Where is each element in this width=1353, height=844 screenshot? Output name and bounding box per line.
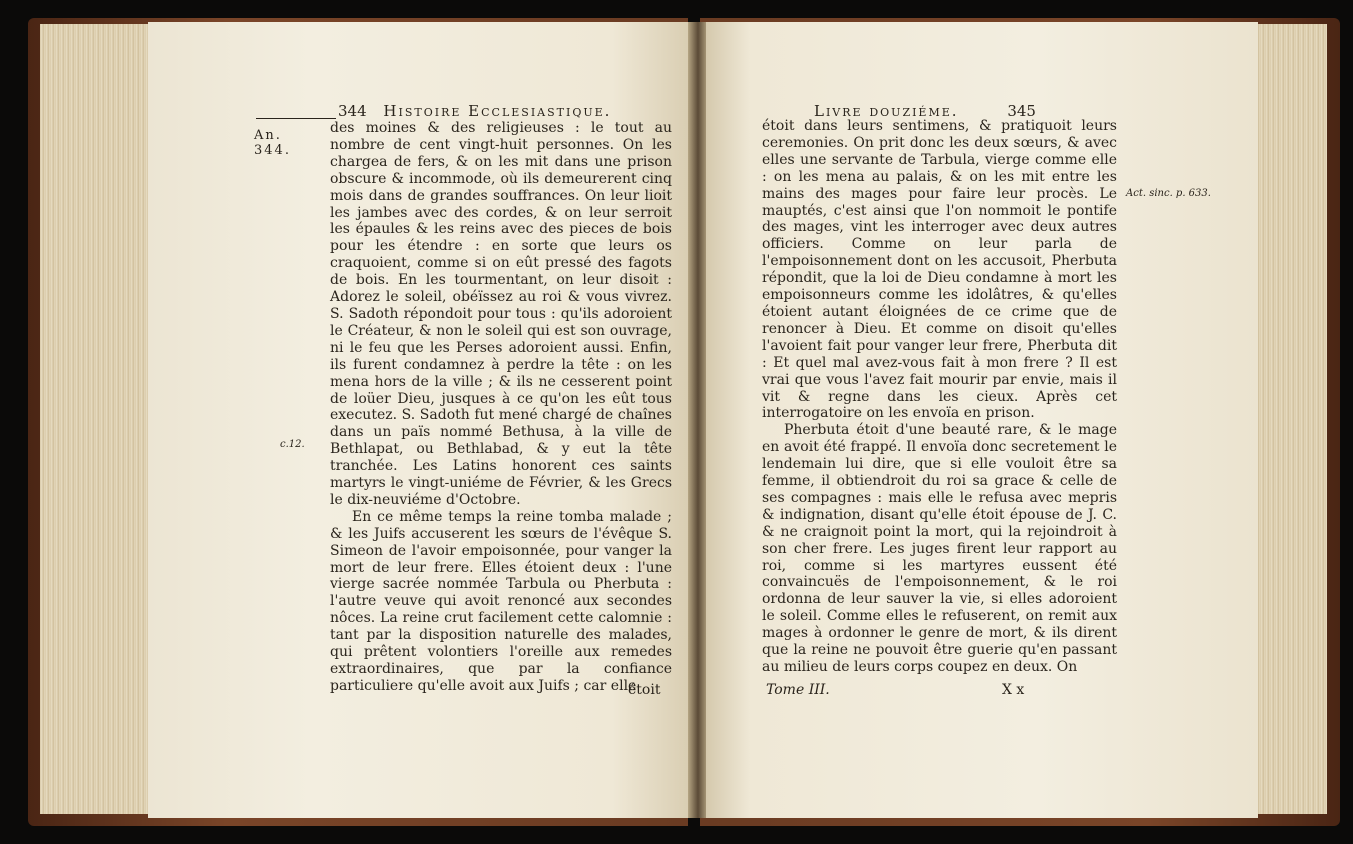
left-margin-note: c.12. (280, 439, 305, 450)
left-page-number: 344 (338, 102, 367, 120)
right-page-number: 345 (1007, 102, 1036, 120)
left-catchword: étoit (628, 682, 661, 698)
left-running-title: Histoire Ecclesiastique. (383, 102, 612, 120)
year-value: 344. (254, 143, 291, 158)
left-running-head (338, 102, 611, 120)
right-page (706, 22, 1258, 818)
left-paragraph-1: des moines & des religieuses : le tout au nombre de cent vingt-huit personnes. On les chargea de fers, & on les mit dans une prison obscure & incommode, où ils demeurerent cinq mois dans de grandes souffrances. On leur lioit les jambes avec des cordes, & on leur serroit les épaules & les reins avec des pieces de bois pour les étendre : en sorte que leurs os craquoient, comme si on eût pressé des fagots de bois. En les tourmentant, on leur disoit : Adorez le soleil, obéïssez au roi & vous vivrez. S. Sadoth répondoit pour tous : qu'ils adoroient le Créateur, & non le soleil qui est son ouvrage, ni le feu que les Perses adoroient aussi. Enfin, ils furent condamnez à perdre la tête : on les mena hors de la ville ; & ils ne cesserent point de loüer Dieu, jusques à ce qu'on les eût tous executez. S. Sadoth fut mené chargé de chaînes dans un païs nommé Bethusa, à la ville de Bethlapat, ou Bethlabad, & y eut la tête tranchée. Les Latins honorent ces saints martyrs le vingt-uniéme de Février, & les Grecs le dix-neuviéme d'Octobre. (330, 120, 672, 508)
right-body-text (762, 118, 1117, 676)
left-body-text (330, 120, 672, 695)
right-margin-note: Act. sinc. p. 633. (1126, 188, 1211, 199)
page-edges-right (1255, 24, 1327, 814)
right-paragraph-2: Pherbuta étoit d'une beauté rare, & le mage en avoit été frappé. Il envoïa donc secretement le lendemain lui dire, que si elle vouloit être sa femme, il obtiendroit du roi sa grace & celle de ses compagnes : mais elle le refusa avec mepris & indignation, disant qu'elle étoit épouse de J. C. & ne craignoit point la mort, qui la rejoindroit à son cher frere. Les juges firent leur rapport au roi, comme si les martyres eussent été convaincuës de l'empoisonnement, & le roi ordonna de leur sauver la vie, si elles adoroient le soleil. Comme elles le refuserent, on remit aux mages à ordonner le genre de mort, & ils dirent que la reine ne pouvoit être guerie qu'en passant au milieu de leurs corps coupez en deux. On (762, 422, 1117, 675)
left-paragraph-2: En ce même temps la reine tomba malade ; & les Juifs accuserent les sœurs de l'évêque S. Simeon de l'avoir empoisonnée, pour vanger la mort de leur frere. Elles étoient deux : l'une vierge sacrée nommée Tarbula ou Pherbuta : l'autre veuve qui avoit renoncé aux secondes nôces. La reine crut facilement cette calomnie : tant par la disposition naturelle des malades, qui prêtent volontiers l'oreille aux remedes extraordinaires, que par la confiance particuliere qu'elle avoit aux Juifs ; car elle (330, 508, 672, 694)
year-label: An. (254, 128, 282, 143)
book-gutter (688, 22, 708, 818)
left-page (148, 22, 694, 818)
signature-mark: X x (1002, 682, 1025, 698)
tome-label: Tome III. (766, 682, 830, 698)
year-rule (256, 118, 336, 119)
year-marker (254, 128, 324, 158)
right-paragraph-1: étoit dans leurs sentimens, & pratiquoit leurs ceremonies. On prit donc les deux sœurs, & avec elles une servante de Tarbula, vierge comme elle : on les mena au palais, & on les mit entre les mains des mages pour faire leur procès. Le mauptés, c'est ainsi que l'on nommoit le pontife des mages, vint les interroger avec deux autres officiers. Comme on leur parla de l'empoisonnement dont on les accusoit, Pherbuta répondit, que la loi de Dieu condamne à mort les empoisonneurs comme les idolâtres, & qu'elles étoient autant éloignées de ce crime que de renoncer à Dieu. Et comme on disoit qu'elles l'avoient fait pour vanger leur frere, Pherbuta dit : Et quel mal avez-vous fait à mon frere ? Il est vrai que vous l'avez fait mourir par envie, mais il vit & regne dans les cieux. Après cet interrogatoire on les envoïa en prison. (762, 118, 1117, 422)
right-running-title: Livre douziéme. (814, 102, 959, 120)
page-edges-left (40, 24, 152, 814)
